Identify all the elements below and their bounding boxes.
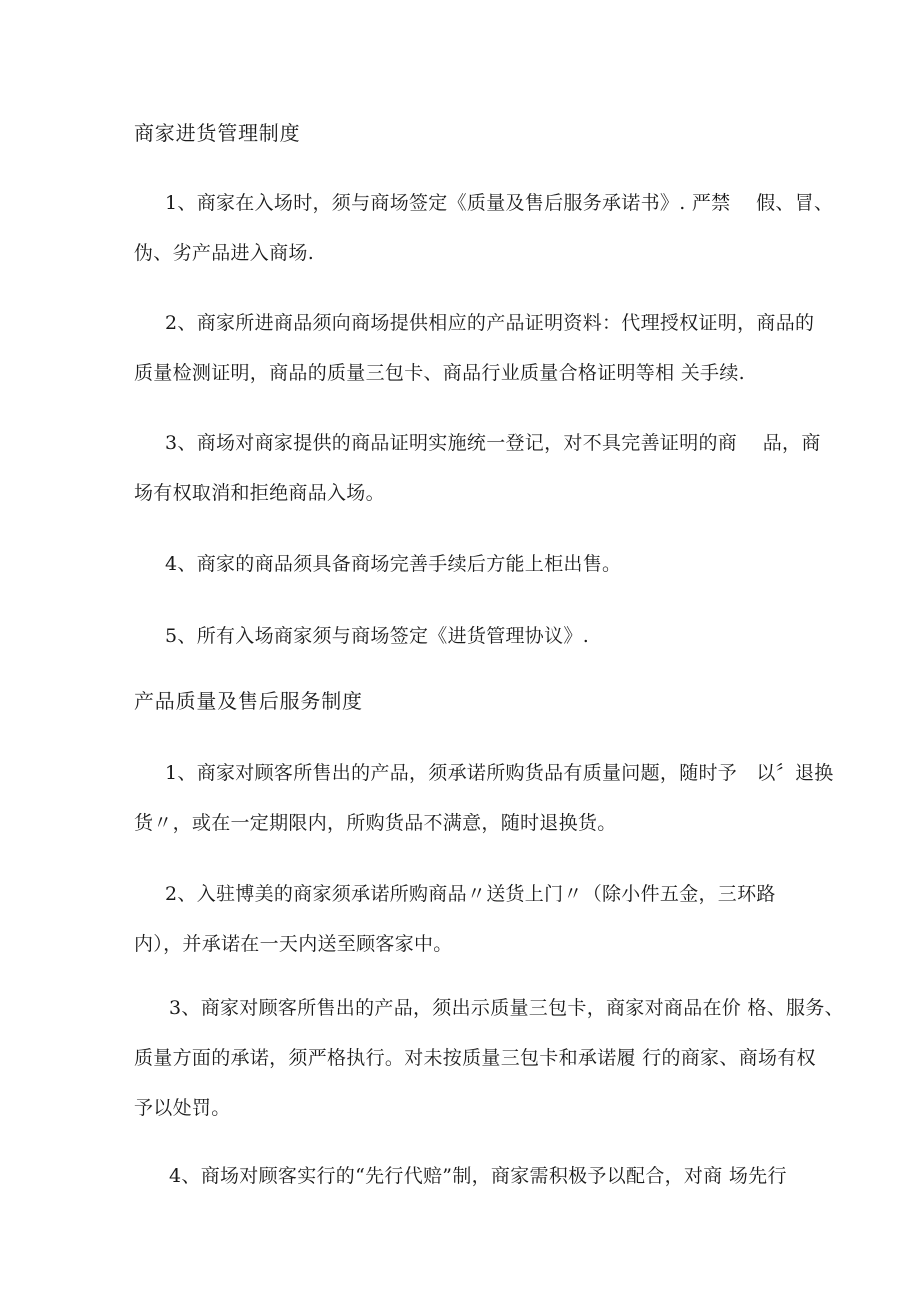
quality-item-1-line-2: 货〃，或在一定期限内，所购货品不满意，随时退换货。 [134, 812, 617, 834]
purchase-item-1-line-1: 1、商家在入场时，须与商场签定《质量及售后服务承诺书》. 严禁 假、冒、 [165, 192, 834, 214]
quality-item-4-line-1: 4、商场对顾客实行的“先行代赔”制，商家需积极予以配合，对商 场先行 [169, 1165, 787, 1187]
purchase-item-5: 5、所有入场商家须与商场签定《进货管理协议》. [165, 625, 590, 647]
purchase-item-2-line-1: 2、商家所进商品须向商场提供相应的产品证明资料：代理授权证明，商品的 [165, 312, 815, 334]
quality-item-1-line-1: 1、商家对顾客所售出的产品，须承诺所购货品有质量问题，随时予 以〞退换 [165, 762, 834, 784]
quality-item-3-line-3: 予以处罚。 [134, 1097, 231, 1119]
section-title-quality-service: 产品质量及售后服务制度 [134, 689, 363, 713]
quality-item-3-line-2: 质量方面的承诺，须严格执行。对未按质量三包卡和承诺履 行的商家、商场有权 [134, 1047, 816, 1069]
quality-item-2-line-2: 内），并承诺在一天内送至顾客家中。 [134, 933, 453, 955]
section-title-purchase-management: 商家进货管理制度 [134, 121, 301, 145]
quality-item-2-line-1: 2、入驻博美的商家须承诺所购商品〃送货上门〃（除小件五金，三环路 [165, 883, 776, 905]
purchase-item-3-line-2: 场有权取消和拒绝商品入场。 [134, 482, 385, 504]
purchase-item-1-line-2: 伪、劣产品进入商场. [134, 242, 315, 264]
purchase-item-3-line-1: 3、商场对商家提供的商品证明实施统一登记，对不具完善证明的商 品，商 [165, 432, 821, 454]
purchase-item-4: 4、商家的商品须具备商场完善手续后方能上柜出售。 [165, 553, 622, 575]
purchase-item-2-line-2: 质量检测证明，商品的质量三包卡、商品行业质量合格证明等相 关手续. [134, 362, 745, 384]
quality-item-3-line-1: 3、商家对顾客所售出的产品，须出示质量三包卡，商家对商品在价 格、服务、 [169, 997, 844, 1019]
